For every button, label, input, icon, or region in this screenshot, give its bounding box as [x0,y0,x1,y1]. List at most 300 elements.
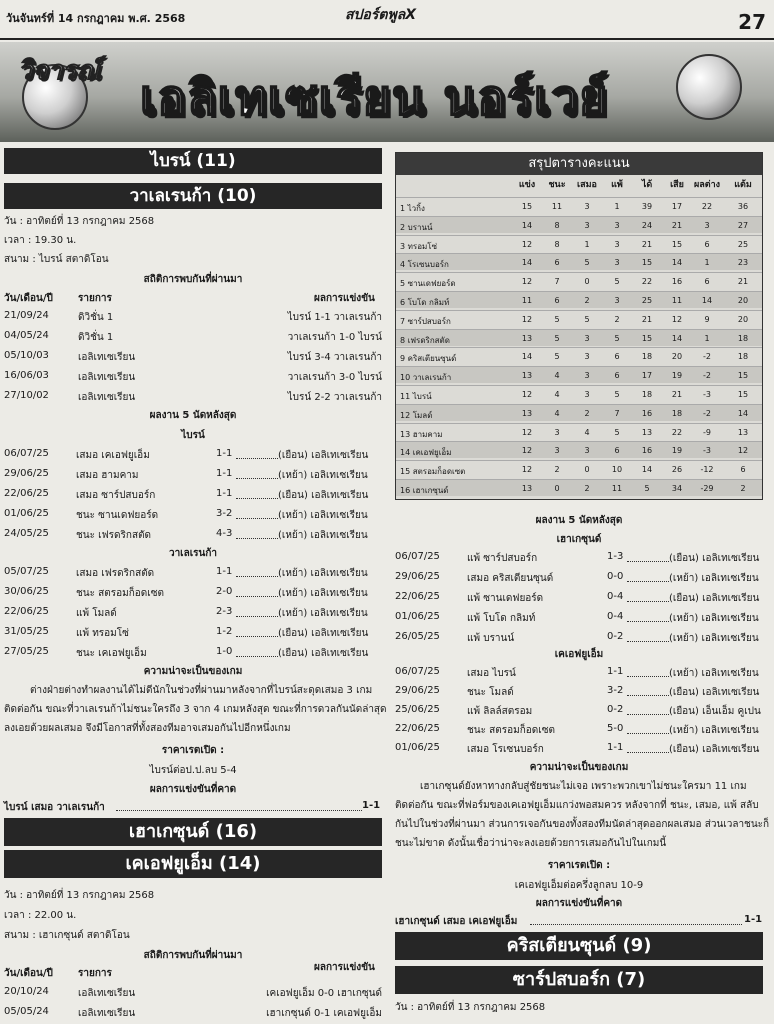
form-result: เสมอ คริสเตียนซุนด์ [467,573,554,584]
standings-col-header: ผลต่าง [693,180,721,190]
standings-cell: 7 [554,277,560,287]
standings-cell: 2 [554,465,560,475]
standings-cell: 11 [671,296,683,305]
standings-cell: 15 [737,371,749,381]
standings-cell: 2 [584,296,590,305]
standings-cell: 14 [641,465,653,475]
match2-h2h-col-comp: รายการ [78,968,112,979]
match2-h2h-col-date: วัน/เดือน/ปี [4,968,53,979]
form-date: 27/05/25 [4,646,49,657]
standings-team: 4 โรเซนบอร์ก [400,260,449,270]
standings-team: 16 เฮาเกซุนด์ [400,486,449,495]
form-result: แพ้ ซาร์ปสบอร์ก [467,553,538,564]
standings-cell: -3 [703,446,711,456]
form-date: 22/06/25 [395,723,440,734]
form-date: 01/06/25 [4,508,49,519]
form-venue: (เยือน) เอ็นเอ็ม คูเปน [669,706,761,717]
form-date: 31/05/25 [4,626,49,637]
standings-cell: 13 [521,371,533,381]
standings-cell: 12 [671,314,683,324]
standings-row [396,216,762,233]
form-score: 2-3 [216,606,233,617]
form-venue: (เหย้า) เอลิเทเซเรียน [669,573,759,584]
standings-team: 12 โมลด์ [400,410,433,420]
page-header [0,0,774,40]
standings-cell: 3 [584,202,590,211]
form-result: เสมอ ฮามคาม [76,470,139,481]
standings-title: สรุปตารางคะแนน [396,153,762,175]
standings-cell: 6 [740,465,746,475]
form-venue: (เยือน) เอลิเทเซเรียน [278,450,369,461]
standings-cell: -29 [700,484,714,493]
form-score: 0-4 [607,611,624,622]
form-score: 0-0 [607,571,624,582]
standings-cell: 20 [671,352,683,362]
form-score: 0-2 [607,704,624,715]
standings-cell: 22 [701,202,713,211]
standings-cell: 17 [641,371,653,381]
h2h-competition: ดิวิชั่น 1 [78,312,114,323]
standings-cell: 21 [737,277,749,287]
form-score: 0-2 [607,631,624,642]
standings-cell: 24 [641,220,653,230]
match1-analysis-line: ติดต่อกัน ขณะที่วาเลเรนก้าไม่ชนะใครถึง 3 จาก 4 เกมหลังสุด ขณะที่การดวลกันนัดล่าสุด [4,704,387,715]
form-date: 30/06/25 [4,586,49,597]
standings-row [396,366,762,383]
form-result: แพ้ บรานน์ [467,633,515,644]
standings-col-header: แข่ง [518,180,536,190]
match1-h2h-col-date: วัน/เดือน/ปี [4,293,53,304]
match3-away-bar: ซาร์ปสบอร์ก (7) [395,966,763,994]
form-date: 06/07/25 [395,551,440,562]
standings-cell: 11 [551,202,563,211]
standings-cell: 18 [737,333,749,343]
form-score: 3-2 [607,685,624,696]
form-date: 06/07/25 [395,666,440,677]
standings-cell: 26 [671,465,683,475]
standings-row [396,460,762,477]
standings-cell: 20 [737,314,749,324]
standings-cell: 5 [614,390,620,399]
form-venue: (เหย้า) เอลิเทเซเรียน [278,588,368,599]
page-headline: เอลิเทเซเรียน นอร์เวย์ [140,70,609,126]
h2h-date: 20/10/24 [4,986,49,997]
standings-cell: 15 [521,202,533,211]
match1-predict-score: 1-1 [362,800,381,811]
match2-home-bar: เฮาเกซุนด์ (16) [4,818,382,846]
standings-cell: 13 [521,484,533,493]
standings-cell: -12 [700,465,714,475]
standings-row [396,197,762,214]
standings-cell: 17 [671,202,683,211]
form-venue: (เยือน) เอลิเทเซเรียน [278,628,369,639]
form-score: 1-1 [607,666,624,677]
standings-cell: 16 [671,277,683,287]
form-score: 0-4 [607,591,624,602]
match1-predict: ไบรน์ เสมอ วาเลเรนก้า [4,802,105,813]
match2-form-title: ผลงาน 5 นัดหลังสุด [535,515,623,526]
standings-row [396,347,762,364]
form-result: แพ้ โบโด กลิมท์ [467,613,536,624]
standings-col-header: ได้ [641,180,653,190]
match2-predict: เฮาเกซุนด์ เสมอ เคเอฟยูเอ็ม [395,916,518,927]
form-venue: (เหย้า) เอลิเทเซเรียน [278,470,368,481]
match2-h2h-col-result: ผลการแข่งขัน [314,962,375,973]
standings-team: 5 ซานเดฟยอร์ด [400,279,456,289]
form-venue: (เหย้า) เอลิเทเซเรียน [669,668,759,679]
standings-cell: 8 [554,239,560,249]
standings-cell: 6 [614,446,620,456]
match1-day: วัน : อาทิตย์ที่ 13 กรกฎาคม 2568 [4,216,155,227]
form-score: 1-1 [216,468,233,479]
match2-time: เวลา : 22.00 น. [4,910,77,921]
standings-cell: 7 [614,408,620,418]
form-score: 1-1 [607,742,624,753]
standings-cell: 5 [554,314,560,324]
standings-row [396,291,762,308]
form-venue: (เยือน) เอลิเทเซเรียน [669,593,760,604]
standings-cell: 14 [671,333,683,343]
h2h-date: 16/06/03 [4,370,49,381]
standings-cell: 14 [671,258,683,268]
standings-col-header: ชนะ [548,180,566,190]
standings-row [396,253,762,270]
standings-cell: 14 [737,408,749,418]
h2h-competition: เอลิเทเซเรียน [78,988,136,999]
match2-analysis-line: เฮาเกซุนด์ยังหาทางกลับสู่ชัยชนะไม่เจอ เพราะพวกเขาไม่ชนะใครมา 11 เกม [420,781,747,792]
form-date: 05/07/25 [4,566,49,577]
form-venue: (เหย้า) เอลิเทเซเรียน [669,613,759,624]
form-result: ชนะ เฟรดริกสตัด [76,530,152,541]
standings-cell: 3 [584,352,590,362]
standings-cell: 3 [704,220,710,230]
h2h-date: 05/05/24 [4,1006,49,1017]
standings-cell: 15 [641,333,653,343]
standings-cell: 22 [671,427,683,437]
form-date: 01/06/25 [395,611,440,622]
h2h-competition: เอลิเทเซเรียน [78,352,136,363]
standings-cell: 20 [737,296,749,305]
standings-col-header: แพ้ [611,180,623,190]
form-result: แพ้ โมลด์ [76,608,117,619]
h2h-competition: เอลิเทเซเรียน [78,392,136,403]
standings-cell: 3 [614,220,620,230]
standings-row [396,272,762,289]
form-result: ชนะ สตรอมก็อดเซต [467,725,555,736]
form-score: 5-0 [607,723,624,734]
form-date: 22/06/25 [4,606,49,617]
football-icon [676,54,742,120]
standings-cell: 5 [554,352,560,362]
standings-cell: 12 [737,446,749,456]
form-date: 26/05/25 [395,631,440,642]
form-date: 29/06/25 [395,685,440,696]
form-result: ชนะ โมลด์ [467,687,514,698]
h2h-competition: เอลิเทเซเรียน [78,1008,136,1019]
match2-venue: สนาม : เฮาเกซุนด์ สตาดิโอน [4,930,130,941]
standings-cell: 14 [521,220,533,230]
match2-predict-title: ผลการแข่งขันที่คาด [535,898,623,909]
standings-cell: 11 [611,484,623,493]
match2-analysis-line: ชนะไม่ขาด ดังนั้นเชื่อว่าน่าจะลงเอยด้วยการเสมอกันไปในเกมนี้ [395,838,667,849]
form-venue: (เยือน) เอลิเทเซเรียน [669,744,760,755]
standings-cell: 14 [521,258,533,268]
standings-cell: 5 [614,277,620,287]
form-score: 1-2 [216,626,233,637]
match1-home-name: ไบรน์ [181,430,205,441]
standings-row [396,235,762,252]
standings-cell: 3 [584,333,590,343]
match2-price: เคเอฟยูเอ็มต่อครึ่งลูกลบ 10-9 [514,880,644,891]
standings-cell: 39 [641,202,653,211]
match2-h2h-title: สถิติการพบกันที่ผ่านมา [143,950,243,961]
standings-row [396,385,762,402]
standings-row [396,479,762,496]
standings-cell: -9 [703,427,711,437]
standings-cell: 5 [644,484,650,493]
standings-cell: 13 [521,333,533,343]
standings-cell: 6 [704,277,710,287]
form-score: 1-1 [216,448,233,459]
match1-analysis-line: ลงเอยด้วยผลเสมอ จึงมีโอกาสที่ทั้งสองทีมอาจเสมอกันไปอีกหนึ่งเกม [4,723,291,734]
standings-cell: 3 [614,258,620,268]
section-banner [0,42,774,142]
form-date: 25/06/25 [395,704,440,715]
standings-cell: 3 [614,239,620,249]
standings-team: 7 ซาร์ปสบอร์ก [400,316,451,326]
h2h-date: 05/10/03 [4,350,49,361]
standings-cell: 3 [584,220,590,230]
standings-cell: 22 [641,277,653,287]
standings-cell: 13 [521,408,533,418]
match1-home-bar: ไบรน์ (11) [4,148,382,174]
standings-col-header: เสมอ [577,180,597,190]
standings-cell: 13 [737,427,749,437]
standings-cell: 5 [584,314,590,324]
standings-cell: 36 [737,202,749,211]
h2h-date: 21/09/24 [4,310,49,321]
standings-cell: 2 [584,484,590,493]
match1-h2h-col-comp: รายการ [78,293,112,304]
match3-day: วัน : อาทิตย์ที่ 13 กรกฎาคม 2568 [395,1002,546,1013]
standings-cell: 14 [701,296,713,305]
match1-h2h-col-result: ผลการแข่งขัน [314,293,375,304]
standings-col-header: แต้ม [734,180,752,190]
standings-cell: 10 [611,465,623,475]
form-venue: (เหย้า) เอลิเทเซเรียน [278,568,368,579]
standings-cell: 6 [554,296,560,305]
form-result: ชนะ ซานเดฟยอร์ด [76,510,159,521]
standings-row [396,329,762,346]
standings-cell: 21 [671,220,683,230]
match2-analysis-line: ติดต่อกัน ขณะที่ฟอร์มของเคเอฟยูเอ็มแกว่งพอสมควร หลังจากที่ ชนะ, เสมอ, แพ้ สลับ [395,800,759,811]
standings-cell: 3 [554,427,560,437]
standings-cell: 18 [737,352,749,362]
section-tag: วิจารณ์ [18,56,101,86]
standings-cell: 1 [584,239,590,249]
standings-cell: 4 [554,390,560,399]
standings-team: 6 โบโด กลิมท์ [400,298,450,307]
form-date: 01/06/25 [395,742,440,753]
form-date: 22/06/25 [395,591,440,602]
match2-away-bar: เคเอฟยูเอ็ม (14) [4,850,382,878]
standings-cell: 25 [737,239,749,249]
standings-cell: -2 [703,408,711,418]
h2h-result: เคเอฟยูเอ็ม 0-0 เฮาเกซุนด์ [266,988,382,999]
form-venue: (เหย้า) เอลิเทเซเรียน [669,633,759,644]
standings-row [396,404,762,421]
match1-venue: สนาม : ไบรน์ สตาดิโอน [4,254,109,265]
h2h-date: 27/10/02 [4,390,49,401]
h2h-competition: เอลิเทเซเรียน [78,372,136,383]
match1-price: ไบรน์ต่อป.ป.ลบ 5-4 [149,765,237,776]
standings-cell: 1 [704,258,710,268]
standings-cell: -2 [703,371,711,381]
form-score: 1-1 [216,488,233,499]
standings-cell: 8 [554,220,560,230]
brand-logo: สปอร์ตพูลX [345,7,417,23]
standings-cell: 16 [641,408,653,418]
match2-analysis-title: ความน่าจะเป็นของเกม [529,762,629,773]
standings-cell: 12 [521,390,533,399]
form-score: 1-0 [216,646,233,657]
standings-cell: 27 [737,220,749,230]
standings-cell: 12 [521,465,533,475]
standings-cell: 2 [584,408,590,418]
standings-team: 11 ไบรน์ [400,392,432,401]
h2h-result: ไบรน์ 1-1 วาเลเรนก้า [287,312,382,323]
standings-cell: 19 [671,446,683,456]
match1-price-title: ราคาเรตเปิด : [161,745,225,756]
issue-date: วันจันทร์ที่ 14 กรกฎาคม พ.ศ. 2568 [6,12,186,25]
form-score: 4-3 [216,528,233,539]
standings-cell: 4 [554,371,560,381]
standings-cell: 5 [614,427,620,437]
standings-col-header: เสีย [670,180,684,190]
standings-cell: 16 [641,446,653,456]
standings-cell: 34 [671,484,683,493]
standings-cell: 2 [614,314,620,324]
standings-cell: 2 [740,484,746,493]
match1-time: เวลา : 19.30 น. [4,235,77,246]
standings-team: 9 คริสเตียนซุนด์ [400,354,457,364]
standings-cell: -2 [703,352,711,362]
form-date: 22/06/25 [4,488,49,499]
match2-day: วัน : อาทิตย์ที่ 13 กรกฎาคม 2568 [4,890,155,901]
standings-row [396,310,762,327]
form-result: ชนะ เคเอฟยูเอ็ม [76,648,147,659]
form-venue: (เยือน) เอลิเทเซเรียน [669,687,760,698]
form-score: 2-0 [216,586,233,597]
h2h-result: วาเลเรนก้า 1-0 ไบรน์ [287,332,382,343]
page-number: 27 [738,10,766,34]
standings-cell: 6 [554,258,560,268]
standings-cell: 6 [614,371,620,381]
standings-cell: 11 [521,296,533,305]
form-score: 3-2 [216,508,233,519]
form-score: 1-3 [607,551,624,562]
form-result: แพ้ ซานเดฟยอร์ด [467,593,544,604]
standings-cell: 5 [614,333,620,343]
standings-team: 15 สตรอมก็อดเซต [400,467,466,477]
standings-cell: 23 [737,258,749,268]
standings-cell: 5 [584,258,590,268]
standings-cell: 14 [521,352,533,362]
form-result: แพ้ ทรอมโซ่ [76,628,129,639]
standings-team: 3 ทรอมโซ่ [400,241,438,251]
match2-predict-score: 1-1 [744,914,763,925]
standings-team: 13 ฮามคาม [400,429,443,439]
standings-cell: 0 [584,465,590,475]
standings-cell: -3 [703,390,711,399]
standings-cell: 18 [641,352,653,362]
form-date: 29/06/25 [4,468,49,479]
standings-cell: 12 [521,277,533,287]
match2-home-name: เฮาเกซุนด์ [556,534,602,545]
form-venue: (เยือน) เอลิเทเซเรียน [669,553,760,564]
h2h-competition: ดิวิชั่น 1 [78,332,114,343]
standings-cell: 9 [704,314,710,324]
standings-cell: 15 [641,258,653,268]
h2h-date: 04/05/24 [4,330,49,341]
form-result: เสมอ ไบรน์ [467,668,516,679]
h2h-result: ไบรน์ 2-2 วาเลเรนก้า [287,392,382,403]
standings-cell: 12 [521,239,533,249]
standings-cell: 3 [554,446,560,456]
form-venue: (เหย้า) เอลิเทเซเรียน [278,608,368,619]
form-result: เสมอ เคเอฟยูเอ็ม [76,450,150,461]
standings-cell: 6 [614,352,620,362]
standings-cell: 12 [521,314,533,324]
match1-away-bar: วาเลเรนก้า (10) [4,183,382,209]
standings-cell: 1 [704,333,710,343]
form-venue: (เหย้า) เอลิเทเซเรียน [278,510,368,521]
match1-predict-title: ผลการแข่งขันที่คาด [149,784,237,795]
standings-cell: 4 [584,427,590,437]
form-venue: (เยือน) เอลิเทเซเรียน [278,648,369,659]
standings-cell: 12 [521,446,533,456]
form-date: 24/05/25 [4,528,49,539]
standings-cell: 4 [554,408,560,418]
h2h-result: เฮาเกซุนด์ 0-1 เคเอฟยูเอ็ม [266,1008,382,1019]
form-result: ชนะ สตรอมก็อดเซต [76,588,164,599]
standings-cell: 0 [584,277,590,287]
match2-analysis-line: กันไปในช่วงที่ผ่านมา ส่วนการเจอกันของทั้งสองทีมนัดล่าสุดออกผลเสมอ ส่วนเวลาชนะก็ [395,819,770,830]
form-date: 06/07/25 [4,448,49,459]
match1-analysis-title: ความน่าจะเป็นของเกม [143,666,243,677]
standings-row [396,423,762,440]
standings-cell: 18 [671,408,683,418]
match3-home-bar: คริสเตียนซุนด์ (9) [395,932,763,960]
form-date: 29/06/25 [395,571,440,582]
standings-cell: 25 [641,296,653,305]
match1-analysis-line: ต่างฝ่ายต่างทำผลงานได้ไม่ดีนักในช่วงที่ผ่านมาหลังจากที่ไบรน์สะดุดเสมอ 3 เกม [30,685,373,696]
standings-row [396,441,762,458]
form-score: 1-1 [216,566,233,577]
standings-cell: 15 [671,239,683,249]
form-result: แพ้ ลิลล์สตรอม [467,706,533,717]
standings-cell: 21 [671,390,683,399]
match1-h2h-title: สถิติการพบกันที่ผ่านมา [143,274,243,285]
standings-cell: 3 [584,446,590,456]
standings-team: 10 วาเลเรนก้า [400,373,452,383]
standings-cell: 6 [704,239,710,249]
standings-cell: 1 [614,202,620,211]
standings-cell: 13 [641,427,653,437]
standings-team: 1 ไวกิ้ง [400,204,425,213]
standings-cell: 3 [584,390,590,399]
standings-cell: 19 [671,371,683,381]
